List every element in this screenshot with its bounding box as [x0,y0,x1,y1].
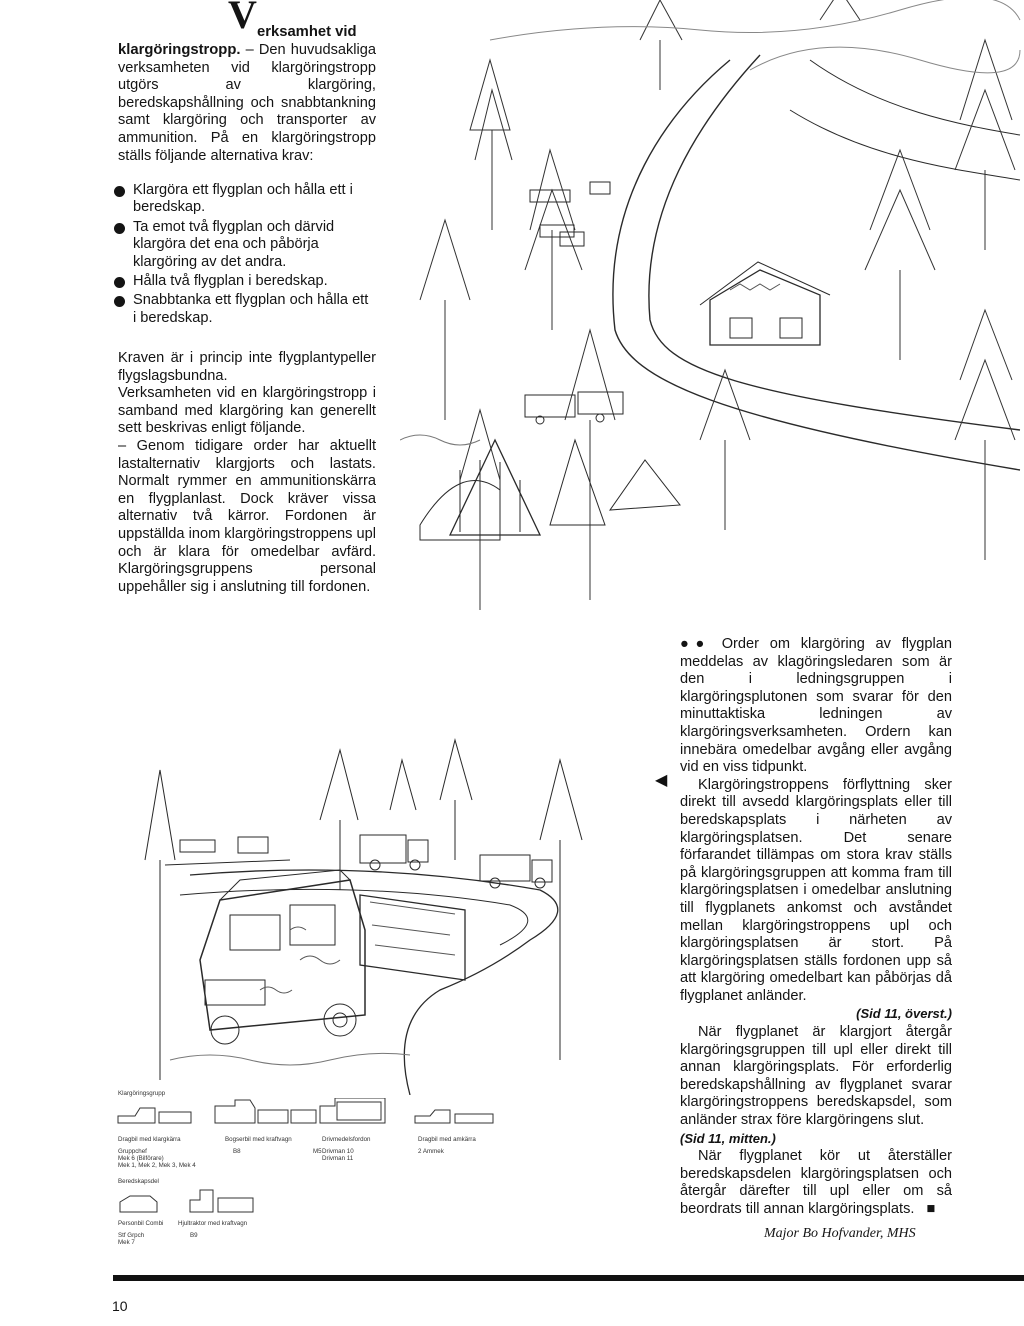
crew-amm: 2 Ammek [418,1148,444,1155]
article-intro [118,0,376,165]
crew-m5: M5 [313,1148,322,1155]
body-paragraph-3: – Genom tidigare order har aktuellt lastalternativ klargjorts och lastats. Normalt rymmer en ammunitionskärra en flygplanlast. Dock kräver vissa alternativ två kärror. Fordonen är uppställda inom klargöringstroppens upl och är klara för omedelbar avfärd. Klargöringsgruppens personal uppehåller sig i anslutning till fordonen. [118,437,376,595]
body-paragraph-1: Kraven är i princip inte flygplantypeller flygslagsbundna. [118,350,376,384]
right-paragraph-2: Klargöringstroppens förflyttning sker direkt till avsedd klargöringsplats eller till beredskapsplats i närheten av klargöringsplatsen. Det senare förfarandet tillämpas om stora krav ställs på klargöringsgruppen att komma fram till klargöringsplatsen i omedelbar anslutning till flygplanets ankomst och avståndet mellan klargöringstroppens upl och klargöringsplatsen är stort. På klargöringsplatsen ställs fordonen upp så att klargöring omedelbart kan påbörjas då flygplanet anländer. [680,776,952,1004]
right-paragraph-4 [680,1148,952,1218]
requirement-item: Klargöra ett flygplan och hålla ett i beredskap. [113,182,375,217]
vehicle-outlines [115,1098,515,1128]
readiness-crew-2: Mek 7 [118,1239,135,1246]
page-reference: (Sid 11, överst.) [856,1006,952,1022]
right-ref-1 [680,1005,952,1024]
byline: Major Bo Hofvander, MHS [764,1226,916,1241]
end-mark: ■ [926,1201,936,1217]
right-text-1: Order om klargöring av flygplan meddelas av klagöringsledaren som är den i ledningsgruppen i klargöringsplutonen som svarar för den minuttaktiska ledningen av klargöringsverksamheten. Ordern kan innebära omedelbar avgång eller avgång vid en viss tidpunkt. [680,636,952,776]
pointer-arrow: ◀ [655,772,668,789]
readiness-crew-1: Stf Grpch [118,1232,145,1239]
readiness-vehicle-label: Personbil Combi [118,1220,164,1227]
vehicle-diagram [115,1090,515,1270]
heading-rest: erksamhet vid [257,24,357,40]
drop-initial: V [228,0,257,37]
readiness-vehicle-label: Hjultraktor med kraftvagn [178,1220,248,1227]
vehicle-label: Dragbil med klargkärra [118,1136,181,1143]
vehicle-label: Dragbil med amkärra [418,1136,476,1143]
section-marker: ●● [680,636,711,652]
readiness-outlines [115,1188,275,1216]
page-number: 10 [112,1298,128,1314]
vehicle-label: Drivmedelsfordon [322,1136,371,1143]
right-text-4: När flygplanet kör ut återställer beredskapsdelen klargöringsplatsen och återgår därefter till upl eller om så beordrats till annan klargöringsplats. [680,1148,952,1217]
forest-camp-illustration [400,0,1024,620]
section-heading: klargöringstropp. [118,42,241,58]
requirements-list [113,182,375,329]
diagram-group-title: Klargöringsgrupp [118,1090,166,1097]
right-paragraph-1 [680,636,952,777]
right-paragraph-3: När flygplanet är klargjort återgår klargöringsgruppen till upl eller direkt till annan klargöringsplats. För erforderlig beredskapshållning av flygplanet svarar klargöringstroppens beredskapsdel, som anländer strax före klargöringens slut. [680,1024,952,1129]
crew-left-1: Gruppchef [118,1148,147,1155]
vehicle-column-illustration [110,730,610,1095]
intro-paragraph [118,42,376,165]
crew-b8: B8 [233,1148,241,1155]
readiness-b9: B9 [190,1232,198,1239]
footer-rule [113,1275,1024,1281]
right-column [680,636,952,1219]
page-reference: (Sid 11, mitten.) [680,1130,776,1146]
right-ref-2 [680,1130,952,1149]
intro-text: – Den huvudsakliga verksamheten vid klargöringstropp utgörs av klargöring, beredskapshållning och snabbtankning samt klargöring och transporter av ammunition. På en klargöringstropp ställs följande alternativa krav: [118,42,376,164]
article-body [118,350,376,596]
requirement-item: Ta emot två flygplan och därvid klargöra det ena och påbörja klargöring av det andra. [113,219,375,271]
crew-driver-1: Drivman 10 [322,1148,354,1155]
crew-left-3: Mek 1, Mek 2, Mek 3, Mek 4 [118,1162,196,1169]
crew-left-2: Mek 6 (Bilförare) [118,1155,164,1162]
requirement-item: Snabbtanka ett flygplan och hålla ett i beredskap. [113,292,375,327]
crew-driver-2: Drivman 11 [322,1155,354,1162]
body-paragraph-2: Verksamheten vid en klargöringstropp i samband med klargöring kan generellt sett beskrivas enligt följande. [118,385,376,437]
requirement-item: Hålla två flygplan i beredskap. [113,273,375,290]
readiness-title: Beredskapsdel [118,1178,159,1185]
vehicle-label: Bogserbil med kraftvagn [225,1136,292,1143]
